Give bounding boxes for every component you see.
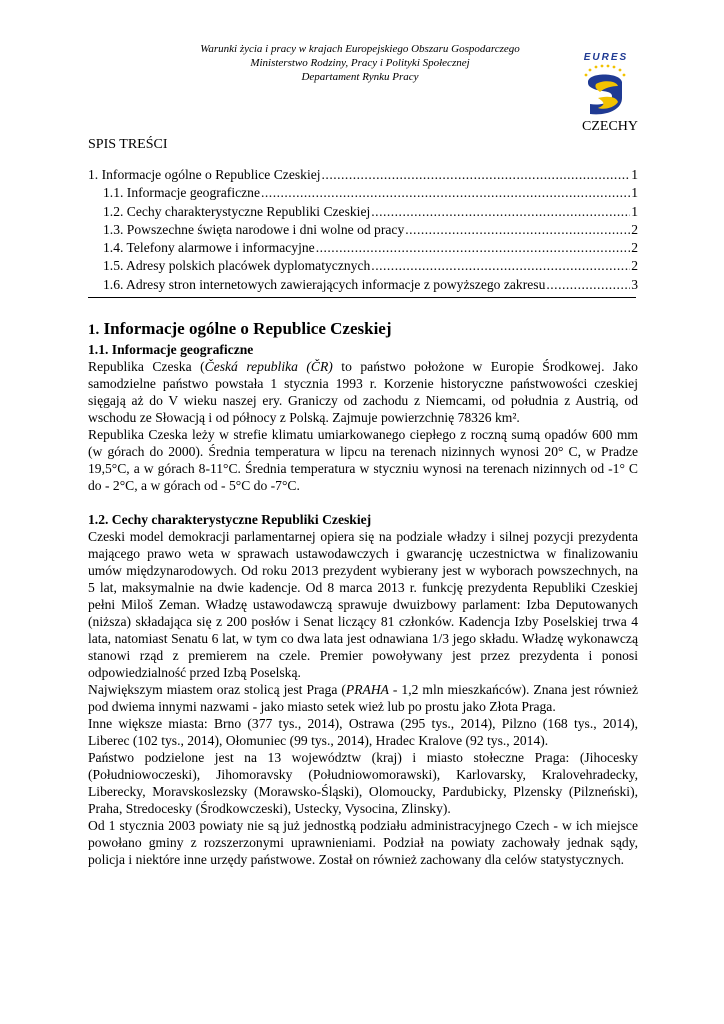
toc-item-page: 1	[631, 203, 638, 219]
toc-item-label: 1.1. Informacje geograficzne	[103, 185, 260, 201]
toc-item-label: 1.6. Adresy stron internetowych zawierających informacje z powyższego zakresu	[103, 276, 546, 292]
paragraph: Republika Czeska leży w strefie klimatu umiarkowanego ciepłego z roczną sumą opadów 600 mm (w górach do 2000). Średnia temperatura w lipcu na terenach nizinnych wynosi 20° C, w Pradze 19,5°C, a w górach 8-11°C. Średnia temperatura w styczniu wynosi na terenach nizinnych od -1° C do - 2°C, a w górach od - 5°C do -7°C.	[88, 427, 638, 493]
toc-item[interactable]	[88, 257, 638, 275]
toc-item[interactable]	[88, 276, 638, 294]
header-line-2: Ministerstwo Rodziny, Pracy i Polityki Społecznej	[250, 57, 470, 69]
toc-leader	[316, 239, 631, 257]
toc-item-page: 1	[631, 167, 638, 182]
section-1-number: 1.	[88, 322, 100, 338]
eures-logo	[576, 46, 636, 118]
toc-item-label: 1.4. Telefony alarmowe i informacyjne	[103, 240, 315, 256]
text-run: - 1,2 mln mieszkańców). Znana jest również pod dwiema innymi nazwami - jako miasto setek wież lub po prostu jako Złota Praga.	[88, 682, 638, 714]
toc-title: SPIS TREŚCI	[88, 137, 168, 152]
paragraph: Państwo podzielone jest na 13 województw (kraj) i miasto stołeczne Praga: (Jihocesky (Południowoczeski), Jihomoravsky (Południowomorawski), Karlovarsky, Kralovehradecky, Liberecky, Moravskoslezsky (Morawsko-Śląski), Olomoucky, Pardubicky, Plzensky (Pilzneński), Praha, Stredocesky (Środkowczeski), Ustecky, Vysocina, Zlinsky).	[88, 750, 638, 816]
paragraph: Od 1 stycznia 2003 powiaty nie są już jednostką podziału administracyjnego Czech - w ich miejsce powołano gminy z rozszerzonymi uprawnieniami. Podział na powiaty zachowały jednak sądy, policja i niektóre inne urzędy państwowe. Został on również zachowany dla celów statystycznych.	[88, 818, 638, 867]
toc-item-label: 1.2. Cechy charakterystyczne Republiki Czeskiej	[103, 203, 371, 219]
toc-item-page: 2	[631, 221, 638, 237]
logo-text: EURES	[583, 52, 629, 63]
paragraph: Czeski model demokracji parlamentarnej opiera się na podziale władzy i silnej pozycji prezydenta mającego prawo weta w sprawach ustawodawczych i gwarancję uczestnictwa w finalizowaniu umów międzynarodowych. Od roku 2013 prezydent wybierany jest w wyborach powszechnych, na 5 lat, maksymalnie na dwie kadencje. Od 8 marca 2013 r. funkcję prezydenta Republiki Czeskiej pełni Miloš Zeman. Władzę ustawodawczą sprawuje dwuizbowy parlament: Izba Deputowanych (niższa) składająca się z 200 posłów i Senat liczący 81 członków. Kadencja Izby Poselskiej trwa 4 lata, natomiast Senatu 6 lat, w tym co dwa lata jest odnawiana 1/3 jego składu. Władzę wykonawczą stanowi rząd z premierem na czele. Premier powoływany jest przez prezydenta i ponosi odpowiedzialność przed Izbą Poselską.	[88, 529, 638, 680]
toc-item[interactable]	[88, 203, 638, 221]
toc-item-page: 2	[631, 258, 638, 274]
italic-text: PRAHA	[345, 682, 389, 697]
toc-leader	[405, 221, 630, 239]
toc-item-page: 3	[631, 276, 638, 292]
table-of-contents	[88, 166, 638, 294]
toc-item-label: 1.3. Powszechne święta narodowe i dni wolne od pracy	[103, 221, 405, 237]
text-run: to państwo położone w Europie Środkowej. Jako samodzielne państwo powstała 1 stycznia 1993 r. Korzenie historyczne państwowości czeskiej sięgają aż do V wieku naszej ery. Graniczy od zachodu z Niemcami, od południa z Austrią, od wschodu ze Słowacją i od północy z Polską. Zajmuje powierzchnię 78326 km².	[88, 359, 638, 425]
toc-leader	[261, 184, 630, 202]
toc-leader	[322, 166, 631, 184]
toc-item[interactable]	[88, 221, 638, 239]
toc-item[interactable]	[88, 184, 638, 202]
toc-leader	[371, 203, 630, 221]
italic-text: Česká republika (ČR)	[204, 359, 333, 374]
toc-leader	[371, 257, 630, 275]
toc-item-page: 1	[631, 185, 638, 201]
text-run: Republika Czeska (	[88, 359, 205, 374]
page-header	[140, 42, 580, 84]
paragraph	[88, 358, 638, 426]
country-label: CZECHY	[582, 119, 638, 134]
toc-item-page: 2	[631, 240, 638, 256]
toc-divider	[88, 297, 636, 298]
toc-item[interactable]	[88, 166, 638, 184]
paragraph: Inne większe miasta: Brno (377 tys., 2014), Ostrawa (295 tys., 2014), Pilzno (168 tys., 2014), Liberec (102 tys., 2014), Ołomuniec (99 tys., 2014), Hradec Kralove (92 tys., 2014).	[88, 716, 638, 748]
section-1-title: Informacje ogólne o Republice Czeskiej	[103, 319, 392, 338]
header-line-3: Departament Rynku Pracy	[301, 71, 419, 83]
toc-leader	[546, 276, 630, 294]
toc-item-label: 1. Informacje ogólne o Republice Czeskiej	[88, 167, 321, 182]
toc-item-label: 1.5. Adresy polskich placówek dyplomatycznych	[103, 258, 371, 274]
main-content	[88, 318, 638, 868]
section-1-2-heading: 1.2. Cechy charakterystyczne Republiki Czeskiej	[88, 512, 372, 527]
text-run: Największym miastem oraz stolicą jest Praga (	[88, 682, 346, 697]
toc-item[interactable]	[88, 239, 638, 257]
section-1-heading	[88, 318, 638, 341]
spacer	[88, 494, 638, 511]
section-1-1-heading: 1.1. Informacje geograficzne	[88, 342, 254, 357]
paragraph	[88, 681, 638, 715]
header-line-1: Warunki życia i pracy w krajach Europejskiego Obszaru Gospodarczego	[200, 43, 520, 55]
